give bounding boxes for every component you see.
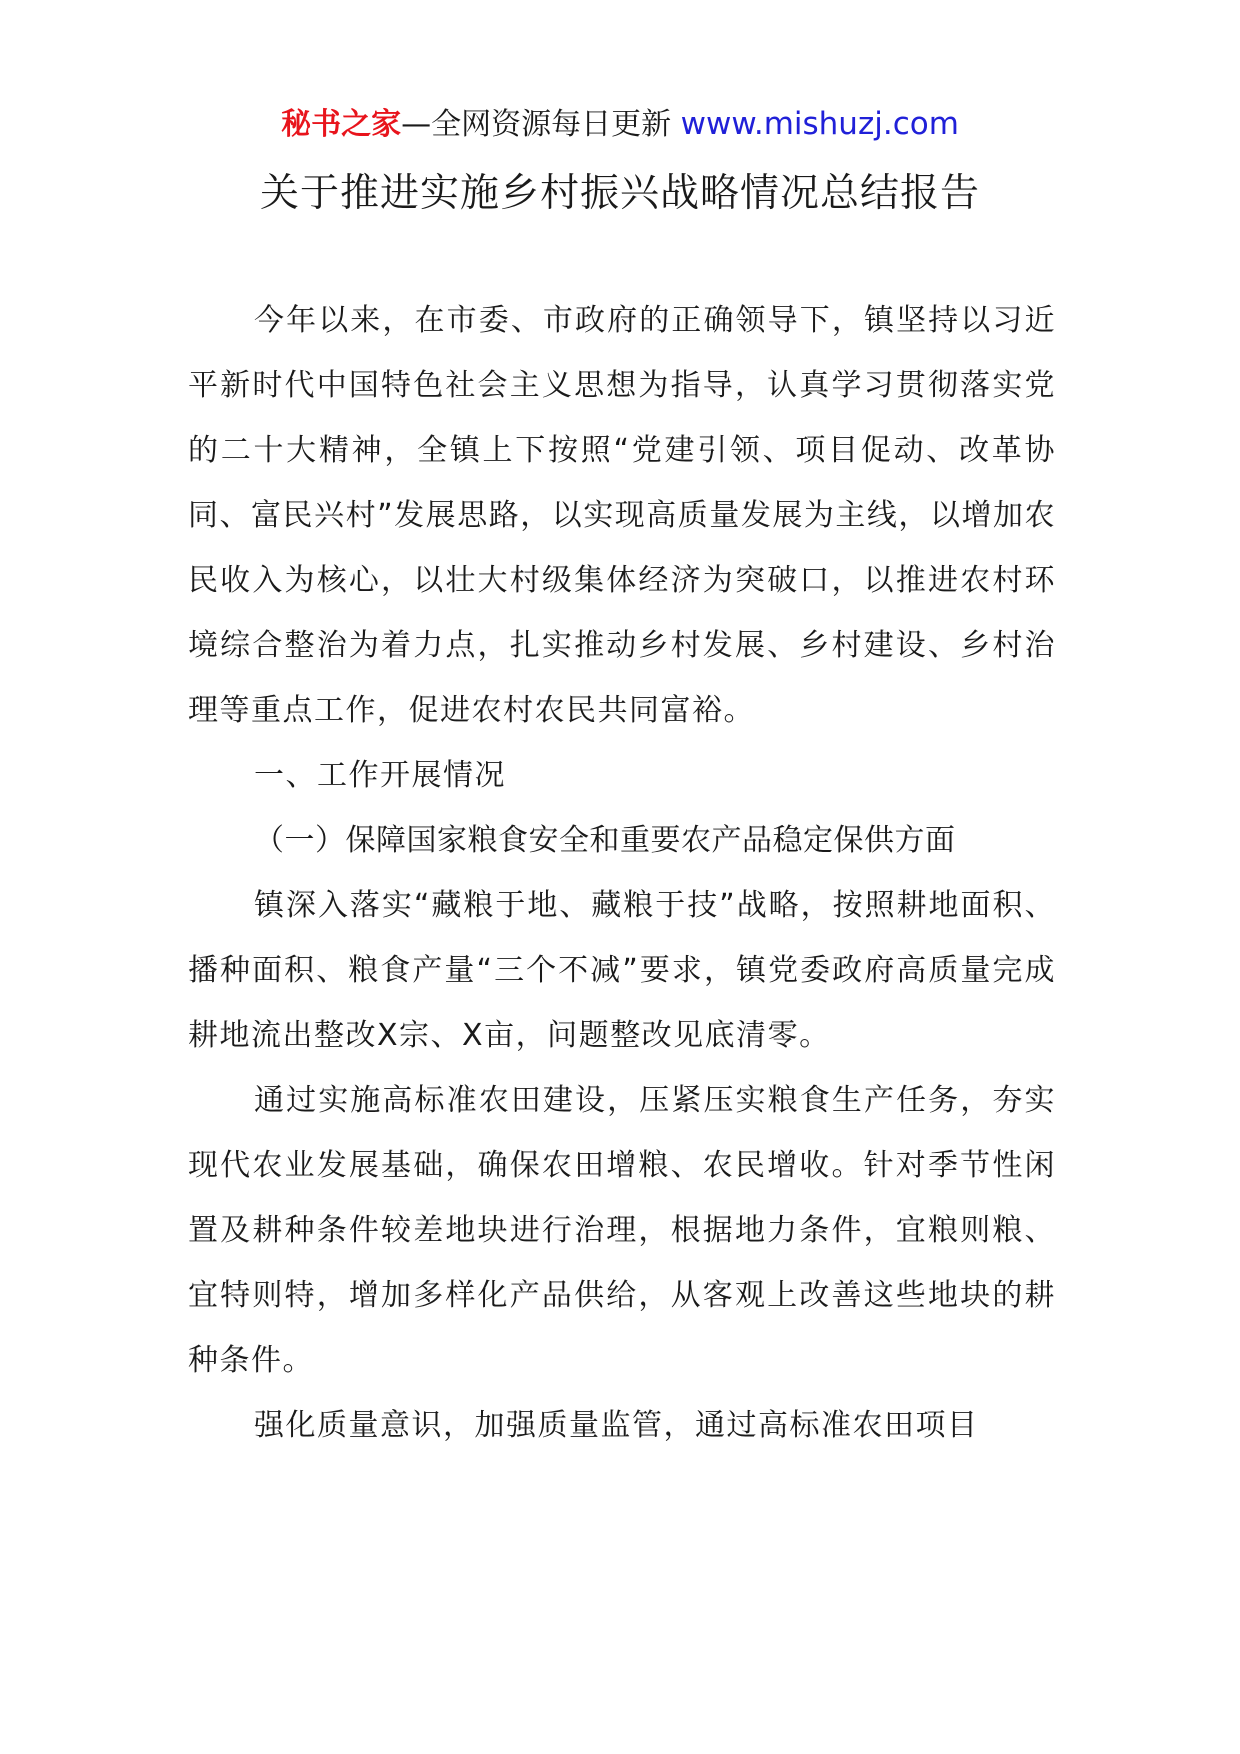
body-paragraph: 镇深入落实“藏粮于地、藏粮于技”战略，按照耕地面积、播种面积、粮食产量“三个不减”要求，镇党委政府高质量完成耕地流出整改X宗、X亩，问题整改见底清零。: [188, 888, 1056, 1053]
body-paragraph: 强化质量意识，加强质量监管，通过高标准农田项目: [254, 1408, 979, 1443]
document-body: [188, 288, 1056, 1458]
subsection-heading: （一）保障国家粮食安全和重要农产品稳定保供方面: [254, 823, 956, 858]
body-paragraph: 通过实施高标准农田建设，压紧压实粮食生产任务，夯实现代农业发展基础，确保农田增粮、农民增收。针对季节性闲置及耕种条件较差地块进行治理，根据地力条件，宜粮则粮、宜特则特，增加多样化产品供给，从客观上改善这些地块的耕种条件。: [188, 1083, 1056, 1378]
brand-name: 秘书之家: [281, 107, 402, 142]
section-heading: 一、工作开展情况: [254, 758, 506, 793]
site-url-link[interactable]: www.mishuzj.com: [680, 106, 959, 142]
intro-paragraph: 今年以来，在市委、市政府的正确领导下，镇坚持以习近平新时代中国特色社会主义思想为指导，认真学习贯彻落实党的二十大精神，全镇上下按照“党建引领、项目促动、改革协同、富民兴村”发展思路，以实现高质量发展为主线，以增加农民收入为核心，以壮大村级集体经济为突破口，以推进农村环境综合整治为着力点，扎实推动乡村发展、乡村建设、乡村治理等重点工作，促进农村农民共同富裕。: [188, 303, 1056, 728]
header-tagline: —全网资源每日更新: [401, 107, 681, 142]
site-header: [0, 100, 1240, 149]
document-title: 关于推进实施乡村振兴战略情况总结报告: [259, 171, 980, 216]
